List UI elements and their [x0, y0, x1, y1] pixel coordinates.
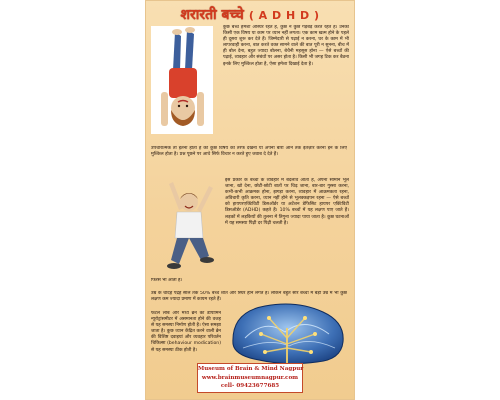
paragraph-age: उम्र के चौदह पंद्रह साल तक 50% बच्चे शांत और स्थिर होने लगते हैं। लेकिन बहुत सारे बच्चों में बड़ी उम्र में भी कुछ लक्षण कम ज्यादा प्रमाण में कायम रहते हैं। — [151, 291, 347, 303]
brain-illustration — [225, 298, 349, 368]
museum-footer — [197, 363, 303, 393]
paragraph-recurrence: फिरसे भी आती है। — [151, 278, 183, 283]
footer-phone: cell- 09423677685 — [220, 383, 280, 390]
adhd-poster — [145, 0, 355, 400]
paragraph-symptoms: इस प्रकार के बच्चों के व्यवहार में बदलाव आता है, अपना सामान भूल जाना, खो देना, छोटी-छोटी बातों पर चिढ़ जाना, बार-बार गुस्सा करना, कभी-कभी आक्रमक होना, झगड़ा करना, व्यवहार में आक्रमकता रहना, अविचारी कृति करना, ध्यान नहीं होने से भूलक्कड़पन रहना — ऐसे बच्चों को हायपरएक्टिविटी डिसऑर्डर या अटेंशन डेफिसिट हायपर एक्टिविटी डिसऑर्डर (ADHD) कहते हैं। 10% बच्चों में यह लक्षण पाए जाते हैं। लड़कों में लड़कियों की तुलना में तिगुना ज्यादा पाया जाता है। कुछ घटनाओं में यह समस्या पिढ़ी दर पिढ़ी चलती है। — [225, 178, 349, 226]
child-handstand-image — [151, 26, 213, 134]
poster-title — [145, 4, 355, 22]
paragraph-intro: कुछ बच्चे हमेशा अस्थिर रहते हैं, कुछ न कुछ गड़बड़ करते रहते हैं। उनका किसी एक विषय या काम पर ध्यान नहीं लगता। एक काम खत्म होने के पहले ही दूसरा शुरू कर देते हैं। जिम्मेदारी से पढ़ाई न करना, घर के काम में भी लापरवाही करना, बात करते वक्त सामने वाले की बात पूरी न सुनना, बीच में ही बोल देना, बहुत ज्यादा बोलना, बेचैनी महसूस होना — ऐसे बच्चों की पढ़ाई, व्यवहार और संबंधों पर असर होता है। किसी भी जगह टिक कर बैठना इनके लिए मुश्किल होता है, ऐसा हमेशा दिखाई देता है। — [223, 25, 349, 67]
title-english: ( A D H D ) — [248, 9, 320, 22]
footer-website: www.brainmuseumnagpur.com — [201, 374, 299, 381]
child-jumping-image — [161, 180, 217, 276]
footer-museum-name: Museum of Brain & Mind Nagpur — [198, 366, 304, 372]
paragraph-treatment: उपचारात्मक तो इतना होता है की कुछ विषय की तरफ देखना या अपनी बारी आने तक इंतज़ार करना इन के लिए मुश्किल होता है। प्रश्न पूछने पर आधे सिर्फ विचार न करते हुए जवाब दे देते हैं। — [151, 146, 347, 158]
title-hindi: शरारती बच्चे — [180, 7, 244, 23]
paragraph-cause: फंटल लोब और मध्य ब्रेन का डोपामिन न्यूरोट्रांसमीटर में असमानता होने की वजह से यह समस्या निर्माण होती है। ऐसा समझा जाता है। कुछ ध्यान केंद्रित करने वाली ब्रेन की विशिष्ट दवाइयां और व्यवहार परिवर्तन चिकित्सा (behaviour modication) से यह समस्या ठीक होती है। — [151, 311, 221, 353]
